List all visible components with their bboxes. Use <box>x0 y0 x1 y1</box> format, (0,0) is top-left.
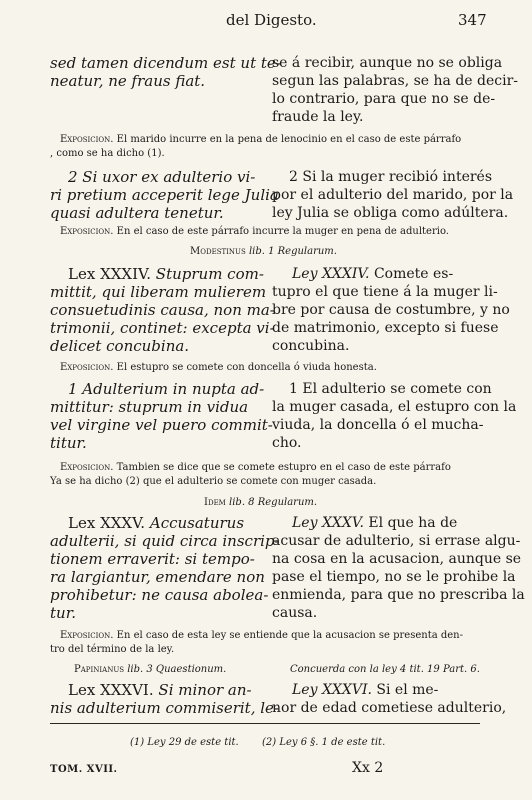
ley-spanish-first <box>292 514 457 532</box>
latin-line: vel virgine vel puero commit- <box>50 416 273 434</box>
latin-line: nis adulterium commiserit, le- <box>50 699 279 717</box>
footnote-rule <box>50 723 480 724</box>
latin-line: prohibetur: ne causa abolea- <box>50 586 269 604</box>
latin-line: neatur, ne fraus fiat. <box>50 72 206 90</box>
exposicion-text: En el caso de esta ley se entiende que la acusacion se presenta den- <box>116 630 464 641</box>
exposicion-note <box>60 362 377 373</box>
exposicion-label: Exposicion. <box>60 362 114 373</box>
volume-mark: TOM. XVII. <box>50 764 118 775</box>
attribution <box>74 664 226 675</box>
spanish-line: nor de edad cometiese adulterio, <box>272 700 507 716</box>
attribution-author: Modestinus <box>190 246 246 257</box>
ley-heading: Ley XXXV. <box>292 515 364 531</box>
spanish-line: fraude la ley. <box>272 109 364 125</box>
exposicion-label: Exposicion. <box>60 134 114 145</box>
exposicion-note <box>60 462 451 473</box>
spanish-line: 2 Si la muger recibió interés <box>289 169 493 185</box>
latin-line: Si minor an- <box>158 681 252 699</box>
spanish-line: se á recibir, aunque no se obliga <box>272 55 503 71</box>
latin-line: Accusaturus <box>149 514 245 532</box>
attribution-ref: lib. 1 Regularum. <box>248 246 337 257</box>
spanish-line: ley Julia se obliga como adúltera. <box>272 205 509 221</box>
spanish-line: lo contrario, para que no se de- <box>272 91 496 107</box>
exposicion-label: Exposicion. <box>60 462 114 473</box>
spanish-line: de matrimonio, excepto si fuese <box>272 320 499 336</box>
exposicion-note <box>60 134 461 145</box>
latin-line: consuetudinis causa, non ma- <box>50 301 275 319</box>
exposicion-note <box>60 630 463 641</box>
lex-latin-first <box>68 681 252 699</box>
latin-line: trimonii, continet: excepta vi- <box>50 319 275 337</box>
exposicion-text: Tambien se dice que se comete estupro en el caso de este párrafo <box>116 462 451 473</box>
ley-heading: Ley XXXVI. <box>292 682 372 698</box>
lex-latin-first <box>68 265 264 283</box>
latin-line: 2 Si uxor ex adulterio vi- <box>68 168 256 186</box>
attribution <box>190 246 337 257</box>
latin-line: 1 Adulterium in nupta ad- <box>68 380 265 398</box>
spanish-line: pase el tiempo, no se le prohibe la <box>272 569 516 585</box>
exposicion-text: El estupro se comete con doncella ó viuda honesta. <box>116 362 377 373</box>
exposicion-label: Exposicion. <box>60 226 114 237</box>
spanish-line: viuda, la doncella ó el mucha- <box>272 417 484 433</box>
latin-line: delicet concubina. <box>50 337 190 355</box>
signature-mark: Xx 2 <box>352 760 384 776</box>
latin-line: tionem erraverit: si tempo- <box>50 550 255 568</box>
attribution-ref: lib. 3 Quaestionum. <box>127 664 227 675</box>
ley-spanish-first <box>292 265 453 283</box>
exposicion-note <box>60 226 449 237</box>
spanish-line: 1 El adulterio se comete con <box>289 381 492 397</box>
latin-line: titur. <box>50 434 87 452</box>
latin-line: ra largiantur, emendare non <box>50 568 265 586</box>
spanish-line: causa. <box>272 605 318 621</box>
lex-heading: Lex XXXVI. <box>68 681 154 699</box>
latin-line: ri pretium acceperit lege Julia <box>50 186 279 204</box>
spanish-line: bre por causa de costumbre, y no <box>272 302 510 318</box>
lex-heading: Lex XXXV. <box>68 514 146 532</box>
exposicion-text: En el caso de este párrafo incurre la muger en pena de adulterio. <box>116 226 449 237</box>
latin-line: tur. <box>50 604 76 622</box>
attribution-author: Papinianus <box>74 664 125 675</box>
spanish-line: concubina. <box>272 338 350 354</box>
spanish-line: Si el me- <box>376 682 439 698</box>
spanish-line: cho. <box>272 435 302 451</box>
lex-heading: Lex XXXIV. <box>68 265 152 283</box>
spanish-line: segun las palabras, se ha de decir- <box>272 73 519 89</box>
spanish-line: enmienda, para que no prescriba la <box>272 587 525 603</box>
attribution <box>204 497 317 508</box>
latin-line: sed tamen dicendum est ut te- <box>50 54 281 72</box>
latin-line: Stuprum com- <box>155 265 264 283</box>
attribution-author: Idem <box>204 497 226 508</box>
spanish-line: na cosa en la acusacion, aunque se <box>272 551 522 567</box>
latin-line: mittitur: stuprum in vidua <box>50 398 249 416</box>
spanish-line: por el adulterio del marido, por la <box>272 187 514 203</box>
exposicion-text: Ya se ha dicho (2) que el adulterio se comete con muger casada. <box>50 476 377 487</box>
running-header: del Digesto. <box>226 11 317 29</box>
attribution-ref: lib. 8 Regularum. <box>229 497 318 508</box>
latin-line: mittit, qui liberam mulierem <box>50 283 267 301</box>
spanish-line: tupro el que tiene á la muger li- <box>272 284 498 300</box>
exposicion-text: , como se ha dicho (1). <box>50 148 165 159</box>
spanish-line: acusar de adulterio, si errase algu- <box>272 533 521 549</box>
ley-spanish-first <box>292 681 438 699</box>
ley-heading: Ley XXXIV. <box>292 266 370 282</box>
spanish-line: Comete es- <box>373 266 454 282</box>
footnote: (2) Ley 6 §. 1 de este tit. <box>262 737 386 748</box>
concordance-note: Concuerda con la ley 4 tit. 19 Part. 6. <box>290 664 480 675</box>
lex-latin-first <box>68 514 244 532</box>
latin-line: quasi adultera tenetur. <box>50 204 224 222</box>
footnote: (1) Ley 29 de este tit. <box>130 737 239 748</box>
spanish-line: la muger casada, el estupro con la <box>272 399 517 415</box>
exposicion-text: tro del término de la ley. <box>50 644 175 655</box>
exposicion-label: Exposicion. <box>60 630 114 641</box>
exposicion-text: El marido incurre en la pena de lenocinio en el caso de este párrafo <box>116 134 462 145</box>
latin-line: adulterii, si quid circa inscrip- <box>50 532 280 550</box>
spanish-line: El que ha de <box>368 515 458 531</box>
page-number: 347 <box>458 11 487 29</box>
